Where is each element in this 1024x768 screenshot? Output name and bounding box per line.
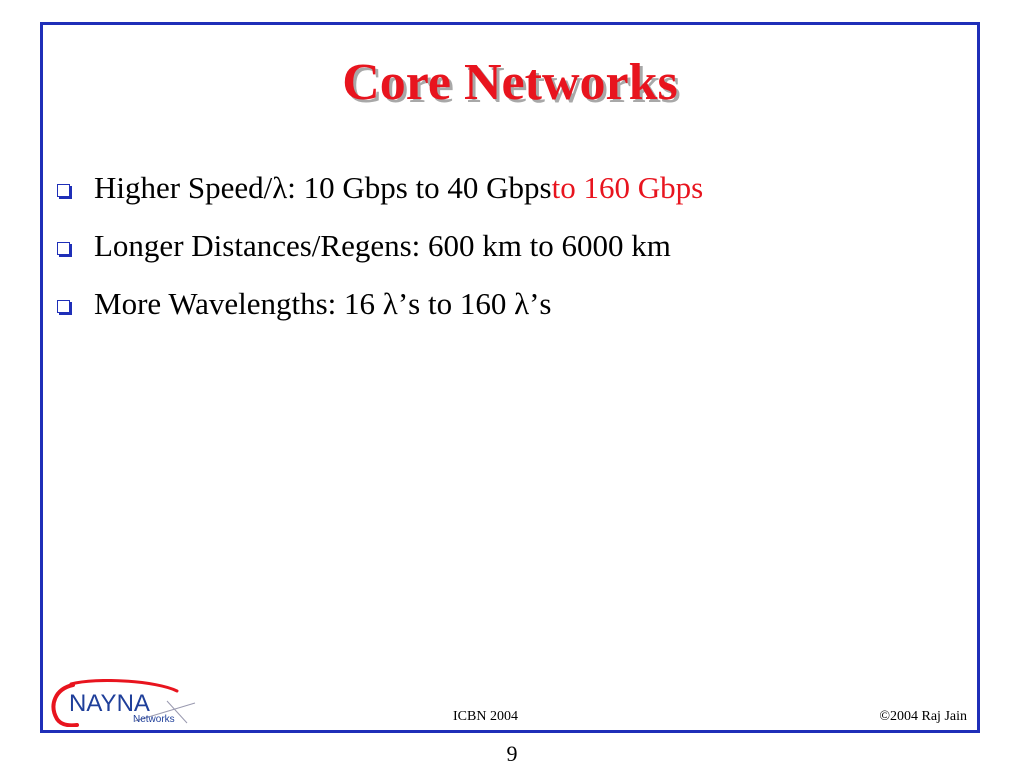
bullet-text: Higher Speed/λ: 10 Gbps to 40 Gbps (94, 170, 552, 205)
bullet-text: Longer Distances/Regens: 600 km to 6000 km (94, 228, 671, 263)
slide-title: Core Networks (342, 54, 678, 111)
footer-copyright: ©2004 Raj Jain (879, 709, 967, 724)
bullet-item-speed (57, 159, 957, 217)
footer-conference: ICBN 2004 (453, 709, 518, 724)
logo-subtext: Networks (133, 714, 175, 725)
bullet-item-wavelengths (57, 275, 957, 333)
slide-frame (40, 22, 980, 733)
checkbox-bullet-icon (57, 184, 70, 197)
bullet-item-distances (57, 217, 957, 275)
checkbox-bullet-icon (57, 242, 70, 255)
page-number: 9 (506, 741, 518, 766)
checkbox-bullet-icon (57, 300, 70, 313)
nayna-networks-logo (47, 679, 197, 727)
bullet-highlight-text: to 160 Gbps (551, 170, 704, 205)
bullet-list (57, 159, 957, 333)
logo-text: NAYNA (69, 690, 150, 717)
bullet-text: More Wavelengths: 16 λ’s to 160 λ’s (94, 286, 552, 321)
